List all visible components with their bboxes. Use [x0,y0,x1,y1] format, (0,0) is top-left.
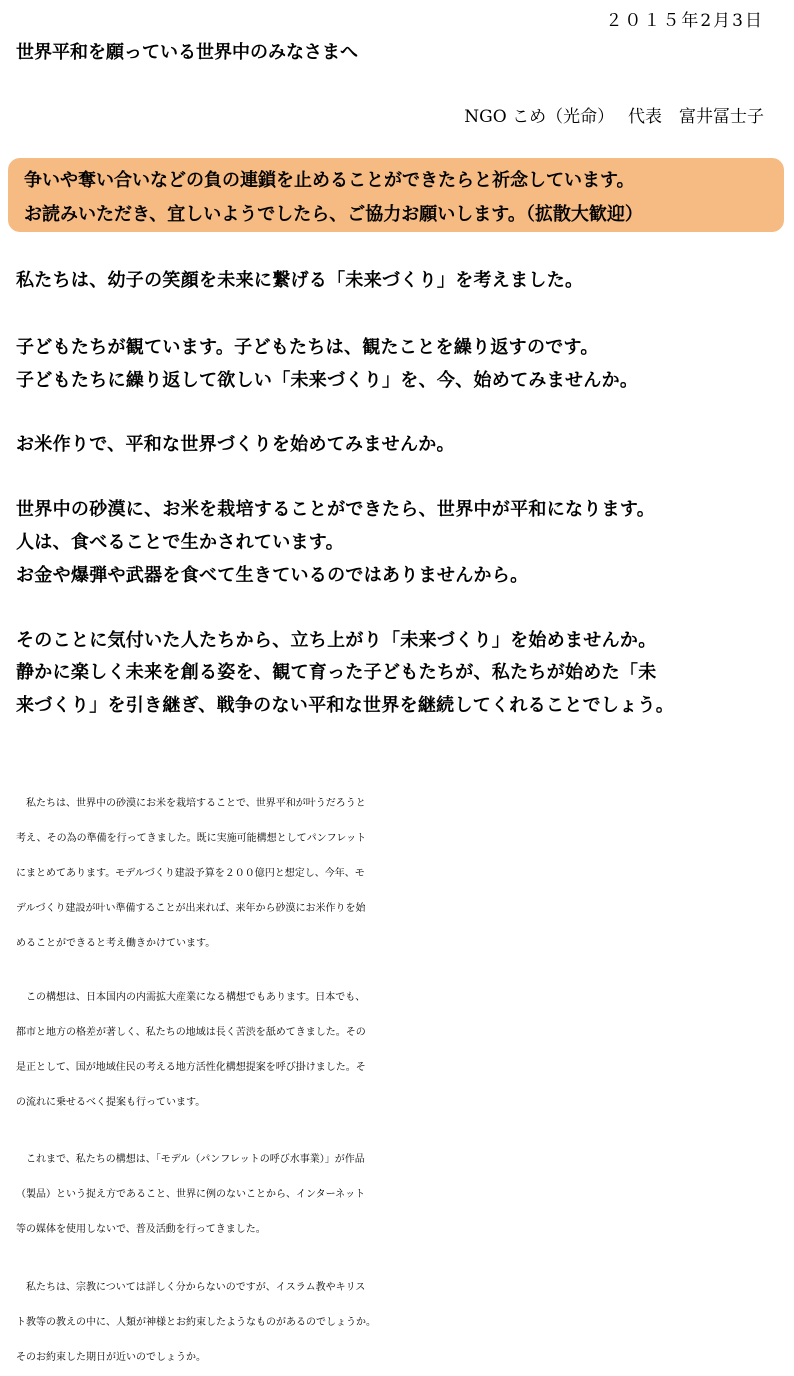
paragraph-line: 都市と地方の格差が著しく、私たちの地域は長く苦渋を舐めてきました。その [16,1027,366,1038]
body-paragraph [16,1270,792,1375]
paragraph-line: ト教等の教えの中に、人類が神様とお約束したようなものがあるのでしょうか。 [16,1317,376,1328]
paragraph-line: の流れに乗せるべく提案も行っています。 [16,1097,206,1108]
bold-line: 子どもたちに繰り返して欲しい「未来づくり」を、今、始めてみませんか。 [16,370,639,391]
bold-line: 静かに楽しく未来を創る姿を、観て育った子どもたちが、私たちが始めた「未 [16,662,657,683]
addressee-heading: 世界平和を願っている世界中のみなさまへ [16,42,358,63]
body-paragraph [16,980,792,1120]
bold-line: 私たちは、幼子の笑顔を未来に繋げる「未来づくり」を考えました。 [16,270,584,291]
bold-line: 人は、食べることで生かされています。 [16,532,344,553]
paragraph-line: めることができると考え働きかけています。 [16,938,216,949]
paragraph-line: デルづくり建設が叶い準備することが出来れば、来年から砂漠にお米作りを始 [16,903,366,914]
paragraph-line: にまとめてあります。モデルづくり建設予算を２００億円と想定し、今年、モ [16,868,365,879]
paragraph-line: 等の媒体を使用しないで、普及活動を行ってきました。 [16,1224,266,1235]
sender-line: NGO こめ（光命） 代表 富井冨士子 [464,107,764,127]
bold-line: 世界中の砂漠に、お米を栽培することができたら、世界中が平和になります。 [16,499,656,520]
bold-line: お米作りで、平和な世界づくりを始めてみませんか。 [16,434,455,455]
paragraph-line: 私たちは、宗教については詳しく分からないのですが、イスラム教やキリス [16,1282,366,1293]
paragraph-line: この構想は、日本国内の内需拡大産業になる構想でもあります。日本でも、 [16,992,366,1003]
body-paragraph [16,786,792,961]
paragraph-line: これまで、私たちの構想は、「モデル（パンフレットの呼び水事業）」が作品 [16,1154,365,1165]
paragraph-line: 私たちは、世界中の砂漠にお米を栽培することで、世界平和が叶うだろうと [16,798,366,809]
paragraph-line: 是正として、国が地域住民の考える地方活性化構想提案を呼び掛けました。そ [16,1062,366,1073]
paragraph-line: 考え、その為の準備を行ってきました。既に実施可能構想としてパンフレット [16,833,367,844]
bold-line: お金や爆弾や武器を食べて生きているのではありませんから。 [16,565,529,586]
body-paragraph [16,1142,792,1247]
bold-line: 来づくり」を引き継ぎ、戦争のない平和な世界を継続してくれることでしょう。 [16,695,675,716]
bold-line: 子どもたちが観ています。子どもたちは、観たことを繰り返すのです。 [16,337,599,358]
paragraph-line: そのお約束した期日が近いのでしょうか。 [16,1352,206,1363]
bold-line: そのことに気付いた人たちから、立ち上がり「未来づくり」を始めませんか。 [16,630,657,651]
document-date: ２０１５年2月3日 [605,11,764,31]
highlight-line: 争いや奪い合いなどの負の連鎖を止めることができたらと祈念しています。 [24,170,635,191]
paragraph-line: （製品）という捉え方であること、世界に例のないことから、インターネット [16,1189,366,1200]
highlight-line: お読みいただき、宜しいようでしたら、ご協力お願いします。（拡散大歓迎） [24,204,643,225]
